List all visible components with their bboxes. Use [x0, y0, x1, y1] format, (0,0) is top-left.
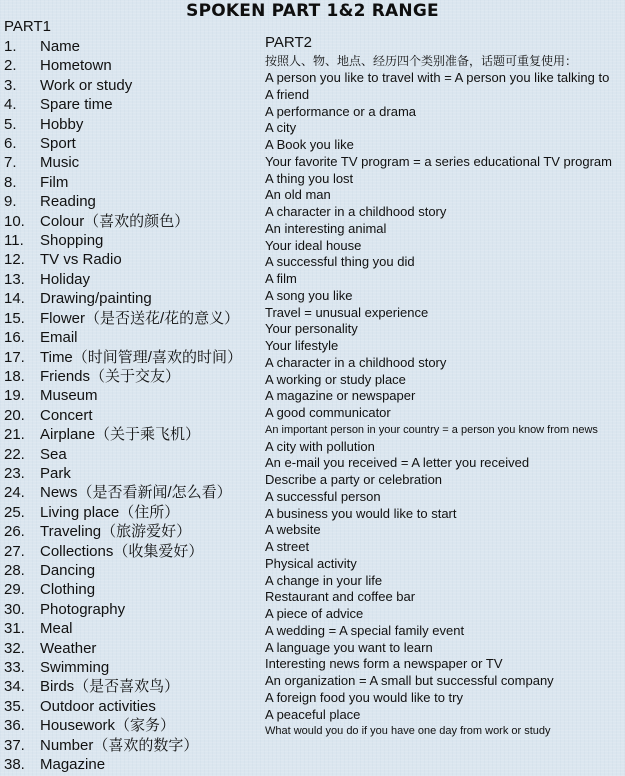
part2-topic-item: A website — [265, 522, 321, 538]
part1-topic-label: Birds（是否喜欢鸟） — [40, 678, 180, 696]
part1-topic-number: 38. — [4, 756, 25, 774]
part1-topic-item — [4, 231, 242, 250]
part1-topic-item — [4, 289, 242, 308]
part1-topic-item — [4, 56, 242, 75]
part2-topic-item: An important person in your country = a person you know from news — [265, 423, 598, 436]
part1-topic-label: Spare time — [40, 96, 113, 114]
part1-topic-number: 6. — [4, 135, 17, 153]
part1-topic-item — [4, 522, 242, 541]
part2-topic-item: A magazine or newspaper — [265, 388, 416, 404]
part1-topic-item — [4, 580, 242, 599]
part1-topic-item — [4, 309, 242, 328]
part1-topic-item — [4, 425, 242, 444]
part1-topic-number: 10. — [4, 212, 25, 230]
part2-topic-item: Interesting news form a newspaper or TV — [265, 656, 503, 672]
page-title: SPOKEN PART 1&2 RANGE — [186, 1, 439, 21]
part2-topic-item: A piece of advice — [265, 606, 364, 621]
part1-topic-item — [4, 639, 242, 658]
part1-topic-number: 18. — [4, 367, 25, 385]
part1-topic-label: Outdoor activities — [40, 697, 156, 715]
part1-topic-label: Film — [40, 173, 69, 191]
part2-topic-list — [265, 70, 625, 740]
part1-topic-number: 29. — [4, 581, 25, 599]
part1-topic-item — [4, 270, 242, 289]
part1-topic-number: 25. — [4, 503, 25, 521]
part2-topic-item: A successful person — [265, 488, 381, 504]
part1-topic-number: 24. — [4, 484, 25, 502]
part1-topic-item — [4, 115, 242, 134]
part1-topic-item — [4, 328, 242, 347]
part1-topic-label: Holiday — [40, 270, 91, 288]
part2-topic-item: An old man — [265, 187, 331, 203]
part1-topic-label: Meal — [40, 620, 73, 638]
part1-topic-number: 31. — [4, 620, 25, 638]
part1-topic-label: Shopping — [40, 232, 104, 250]
part1-topic-number: 9. — [4, 193, 17, 211]
part2-topic-item: A street — [265, 539, 310, 554]
part1-topic-label: Weather — [40, 639, 97, 657]
part1-topic-item — [4, 406, 242, 425]
part2-topic-item: A successful thing you did — [265, 254, 415, 270]
part1-topic-label: Email — [40, 329, 78, 347]
part2-topic-item: Restaurant and coffee bar — [265, 589, 416, 605]
part1-topic-number: 2. — [4, 57, 17, 75]
part2-topic-item: A city with pollution — [265, 438, 375, 454]
part1-topic-number: 19. — [4, 387, 25, 405]
part1-topic-label: News（是否看新闻/怎么看） — [40, 484, 232, 502]
part1-topic-number: 28. — [4, 561, 25, 579]
part1-topic-number: 7. — [4, 154, 17, 172]
part2-topic-item: An organization = A small but successful company — [265, 673, 554, 688]
part1-topic-number: 27. — [4, 542, 25, 560]
part2-topic-item: A song you like — [265, 287, 353, 303]
part1-topic-label: Reading — [40, 193, 96, 211]
part2-topic-item: A performance or a drama — [265, 103, 417, 119]
part1-topic-number: 15. — [4, 309, 25, 327]
part1-topic-number: 30. — [4, 600, 25, 618]
part2-topic-item: A person you like to travel with = A person you like talking to — [265, 70, 610, 85]
part2-topic-item: A city — [265, 120, 297, 136]
part1-topic-number: 32. — [4, 639, 25, 657]
part2-topic-item: What would you do if you have one day from work or study — [265, 725, 551, 738]
part2-topic-item: A character in a childhood story — [265, 354, 447, 370]
part1-topic-number: 13. — [4, 270, 25, 288]
part2-topic-item: Your lifestyle — [265, 338, 339, 353]
part1-topic-number: 35. — [4, 697, 25, 715]
part2-topic-item: A wedding = A special family event — [265, 622, 465, 638]
part1-topic-item — [4, 658, 242, 677]
part1-topic-number: 33. — [4, 659, 25, 676]
part1-heading: PART1 — [4, 18, 51, 35]
part2-topic-item: A foreign food you would like to try — [265, 689, 464, 705]
part1-topic-label: Sport — [40, 135, 76, 153]
part1-topic-label: Museum — [40, 387, 98, 405]
part2-heading: PART2 — [265, 34, 312, 51]
part2-topic-item: A character in a childhood story — [265, 204, 447, 219]
part2-instructions: 按照人、物、地点、经历四个类别准备，话题可重复使用： — [265, 54, 578, 68]
part1-topic-number: 5. — [4, 115, 17, 133]
part1-topic-number: 1. — [4, 38, 17, 55]
part1-topic-label: Photography — [40, 600, 126, 618]
part1-topic-number: 14. — [4, 290, 25, 308]
part2-topic-item: A peaceful place — [265, 706, 361, 722]
part1-topic-number: 26. — [4, 523, 25, 541]
part1-topic-number: 12. — [4, 251, 25, 269]
part1-topic-label: Airplane（关于乘飞机） — [40, 426, 201, 444]
part1-topic-item — [4, 736, 242, 755]
part1-topic-label: Housework（家务） — [40, 717, 176, 735]
part1-topic-label: Music — [40, 154, 80, 172]
part2-topic-item: Physical activity — [265, 555, 357, 571]
part1-topic-item — [4, 542, 242, 561]
part1-topic-label: Park — [40, 464, 71, 482]
part1-topic-item — [4, 386, 242, 405]
part1-topic-item — [4, 367, 242, 386]
part1-topic-item — [4, 716, 242, 735]
part1-topic-number: 20. — [4, 406, 25, 424]
part2-topic-item: Describe a party or celebration — [265, 472, 443, 487]
part2-topic-item: A change in your life — [265, 572, 383, 588]
part1-topic-number: 34. — [4, 678, 25, 696]
part2-topic-item: A language you want to learn — [265, 639, 433, 655]
part1-topic-label: Dancing — [40, 561, 96, 579]
part1-topic-list — [4, 37, 242, 774]
part1-topic-item — [4, 192, 242, 211]
part1-topic-label: Name — [40, 38, 81, 55]
part1-topic-item — [4, 619, 242, 638]
part1-topic-item — [4, 483, 242, 502]
part1-topic-item — [4, 464, 242, 483]
part1-topic-number: 3. — [4, 76, 17, 94]
part1-topic-item — [4, 697, 242, 716]
part1-topic-label: Magazine — [40, 756, 106, 774]
part1-topic-number: 23. — [4, 464, 25, 482]
part1-topic-item — [4, 76, 242, 95]
part1-topic-label: Number（喜欢的数字） — [40, 736, 199, 754]
part1-topic-label: Drawing/painting — [40, 290, 152, 308]
part1-topic-label: Swimming — [40, 659, 110, 676]
part1-topic-item — [4, 561, 242, 580]
part1-topic-number: 17. — [4, 348, 25, 366]
part1-topic-item — [4, 445, 242, 464]
part1-topic-label: Flower（是否送花/花的意义） — [40, 309, 240, 327]
part2-topic-item: Your ideal house — [265, 237, 362, 253]
part1-topic-item — [4, 503, 242, 522]
part1-topic-label: Time（时间管理/喜欢的时间） — [40, 348, 242, 366]
part2-topic-item: A business you would like to start — [265, 505, 457, 521]
part2-topic-item: Your personality — [265, 321, 358, 337]
part1-topic-item — [4, 37, 242, 56]
part2-topic-item: Your favorite TV program = a series educational TV program — [265, 153, 612, 169]
part1-topic-number: 36. — [4, 717, 25, 735]
part1-topic-label: Colour（喜欢的颜色） — [40, 212, 190, 230]
part1-topic-label: Hometown — [40, 57, 112, 75]
part1-topic-label: Sea — [40, 445, 67, 463]
part1-topic-item — [4, 755, 242, 774]
part1-topic-label: Work or study — [40, 76, 133, 94]
part1-topic-item — [4, 153, 242, 172]
part2-topic-item: A good communicator — [265, 405, 391, 420]
part1-topic-item — [4, 173, 242, 192]
part1-topic-number: 16. — [4, 329, 25, 347]
part1-topic-item — [4, 677, 242, 696]
part1-topic-number: 22. — [4, 445, 25, 463]
part1-topic-label: Hobby — [40, 115, 84, 133]
part1-topic-number: 8. — [4, 173, 17, 191]
part1-topic-item — [4, 250, 242, 269]
part1-topic-number: 4. — [4, 96, 17, 114]
part1-topic-label: TV vs Radio — [40, 251, 122, 269]
part1-topic-label: Clothing — [40, 581, 96, 599]
part1-topic-number: 37. — [4, 736, 25, 754]
part1-topic-label: Collections（收集爱好） — [40, 542, 204, 560]
part1-topic-label: Concert — [40, 406, 93, 424]
part2-topic-item: Travel = unusual experience — [265, 304, 429, 320]
part2-topic-item: A friend — [265, 86, 310, 102]
part1-topic-label: Traveling（旅游爱好） — [40, 523, 192, 541]
part1-topic-item — [4, 212, 242, 231]
part2-topic-item: An e-mail you received = A letter you received — [265, 455, 530, 471]
part1-topic-number: 11. — [4, 232, 24, 250]
part1-topic-number: 21. — [4, 426, 25, 444]
part2-topic-item: A Book you like — [265, 137, 354, 152]
part1-topic-item — [4, 134, 242, 153]
part2-topic-item: A film — [265, 271, 297, 286]
part1-topic-item — [4, 348, 242, 367]
part1-topic-label: Friends（关于交友） — [40, 367, 181, 385]
part2-topic-item: A thing you lost — [265, 170, 354, 186]
part2-topic-item: A working or study place — [265, 371, 406, 387]
part1-topic-item — [4, 600, 242, 619]
part1-topic-label: Living place（住所） — [40, 503, 180, 521]
part2-topic-item: An interesting animal — [265, 220, 387, 236]
part1-topic-item — [4, 95, 242, 114]
